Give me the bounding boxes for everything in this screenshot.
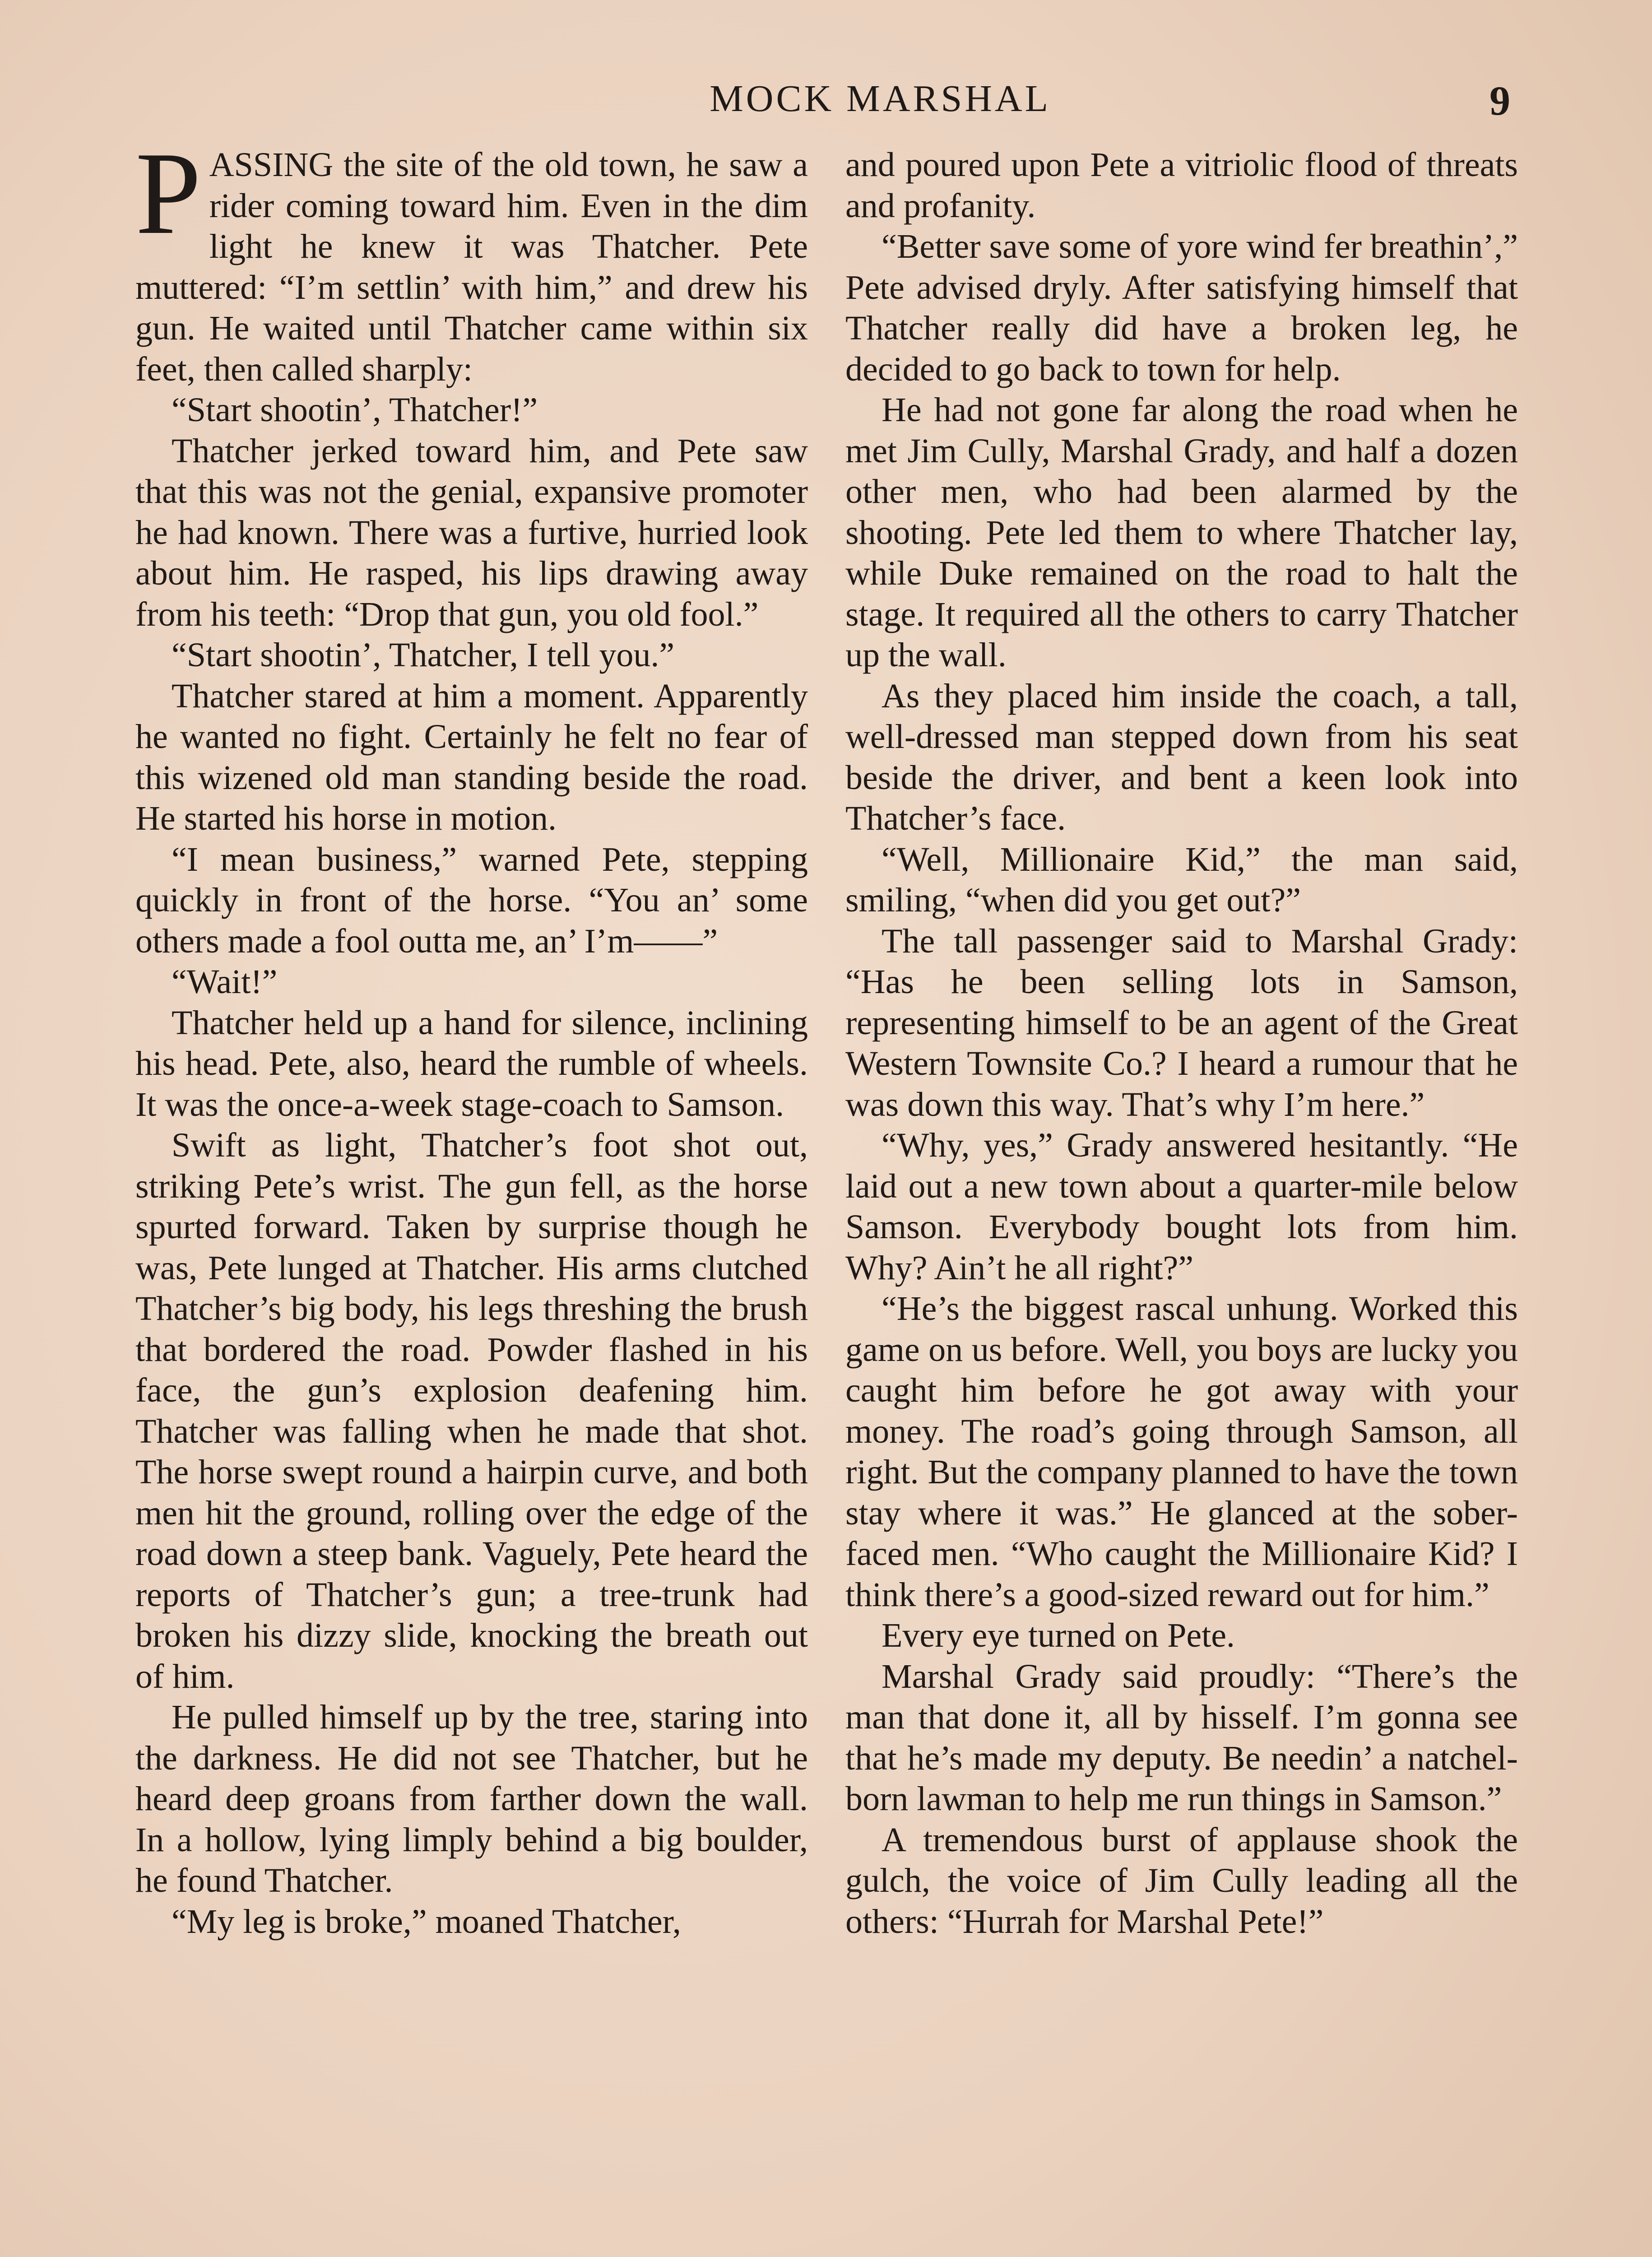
paragraph: “My leg is broke,” moaned Thatcher, <box>172 1902 681 1941</box>
paragraph: He had not gone far along the road when he met Jim Cully, Marshal Grady, and half a dozen other men, who had been alarmed by the shooting. Pete led them to where Thatcher lay, while Duke remained on the road to halt the stage. It required all the others to carry Thatcher up the wall. <box>845 391 1518 674</box>
paragraph: Swift as light, Thatcher’s foot shot out, striking Pete’s wrist. The gun fell, as the horse spurted forward. Taken by surprise though he was, Pete lunged at Thatcher. His arms clutched Thatcher’s big body, his legs threshing the brush that bordered the road. Powder flashed in his face, the gun’s explosion deafening him. Thatcher was falling when he made that shot. The horse swept round a hairpin curve, and both men hit the ground, rolling over the edge of the road down a steep bank. Vaguely, Pete heard the reports of Thatcher’s gun; a tree-trunk had broken his dizzy slide, knocking the breath out of him. <box>135 1126 808 1695</box>
paragraph: The tall passenger said to Marshal Grady: “Has he been selling lots in Samson, representing himself to be an agent of the Great Western Townsite Co.? I heard a rumour that he was down this way. That’s why I’m here.” <box>845 922 1518 1124</box>
paragraph: Thatcher stared at him a moment. Apparently he wanted no fight. Certainly he felt no fear of this wizened old man standing beside the road. He started his horse in motion. <box>135 677 808 837</box>
running-title: MOCK MARSHAL <box>710 78 1051 120</box>
paragraph: Marshal Grady said proudly: “There’s the man that done it, all by hisself. I’m gonna see that he’s made my deputy. Be needin’ a natchel-born lawman to help me run things in Samson.” <box>845 1657 1518 1818</box>
right-column <box>845 144 1518 1942</box>
paragraph: A tremendous burst of applause shook the gulch, the voice of Jim Cully leading all the others: “Hurrah for Marshal Pete!” <box>845 1820 1518 1941</box>
paragraph: “I mean business,” warned Pete, stepping quickly in front of the horse. “You an’ some others made a fool outta me, an’ I’m——” <box>135 840 808 960</box>
paragraph: He pulled himself up by the tree, staring into the darkness. He did not see Thatcher, but he heard deep groans from farther down the wall. In a hollow, lying limply behind a big boulder, he found Thatcher. <box>135 1698 808 1899</box>
drop-cap: P <box>135 128 201 259</box>
page-number: 9 <box>1490 78 1510 124</box>
paragraph: “He’s the biggest rascal unhung. Worked this game on us before. Well, you boys are lucky you caught him before he got away with your money. The road’s going through Samson, all right. But the company planned to have the town stay where it was.” He glanced at the sober-faced men. “Who caught the Millionaire Kid? I think there’s a good-sized reward out for him.” <box>845 1290 1518 1614</box>
page-header <box>0 77 1652 131</box>
paragraph: “Start shootin’, Thatcher!” <box>172 391 538 429</box>
paragraph: “Start shootin’, Thatcher, I tell you.” <box>172 636 675 674</box>
paragraph: Every eye turned on Pete. <box>882 1616 1235 1654</box>
paragraph: “Why, yes,” Grady answered hesitantly. “He laid out a new town about a quarter-mile below Samson. Everybody bought lots from him. Why? Ain’t he all right?” <box>845 1126 1518 1287</box>
left-column <box>135 128 808 1942</box>
opening-paragraph: PASSING the site of the old town, he saw a rider coming toward him. Even in the dim light he knew it was Thatcher. Pete muttered: “I’m settlin’ with him,” and drew his gun. He waited until Thatcher came within six feet, then called sharply: <box>135 128 808 388</box>
paragraph: “Better save some of yore wind fer breathin’,” Pete advised dryly. After satisfying himself that Thatcher really did have a broken leg, he decided to go back to town for help. <box>845 228 1518 388</box>
paragraph: Thatcher held up a hand for silence, inclining his head. Pete, also, heard the rumble of wheels. It was the once-a-week stage-coach to Samson. <box>135 1003 808 1124</box>
paragraph: As they placed him inside the coach, a tall, well-dressed man stepped down from his seat beside the driver, and bent a keen look into Thatcher’s face. <box>845 677 1518 837</box>
paragraph: and poured upon Pete a vitriolic flood of threats and profanity. <box>845 146 1518 225</box>
paragraph: “Well, Millionaire Kid,” the man said, smiling, “when did you get out?” <box>845 840 1518 919</box>
paragraph: “Wait!” <box>172 963 278 1001</box>
paragraph: Thatcher jerked toward him, and Pete saw that this was not the genial, expansive promoter he had known. There was a furtive, hurried look about him. He rasped, his lips drawing away from his teeth: “Drop that gun, you old fool.” <box>135 432 808 633</box>
